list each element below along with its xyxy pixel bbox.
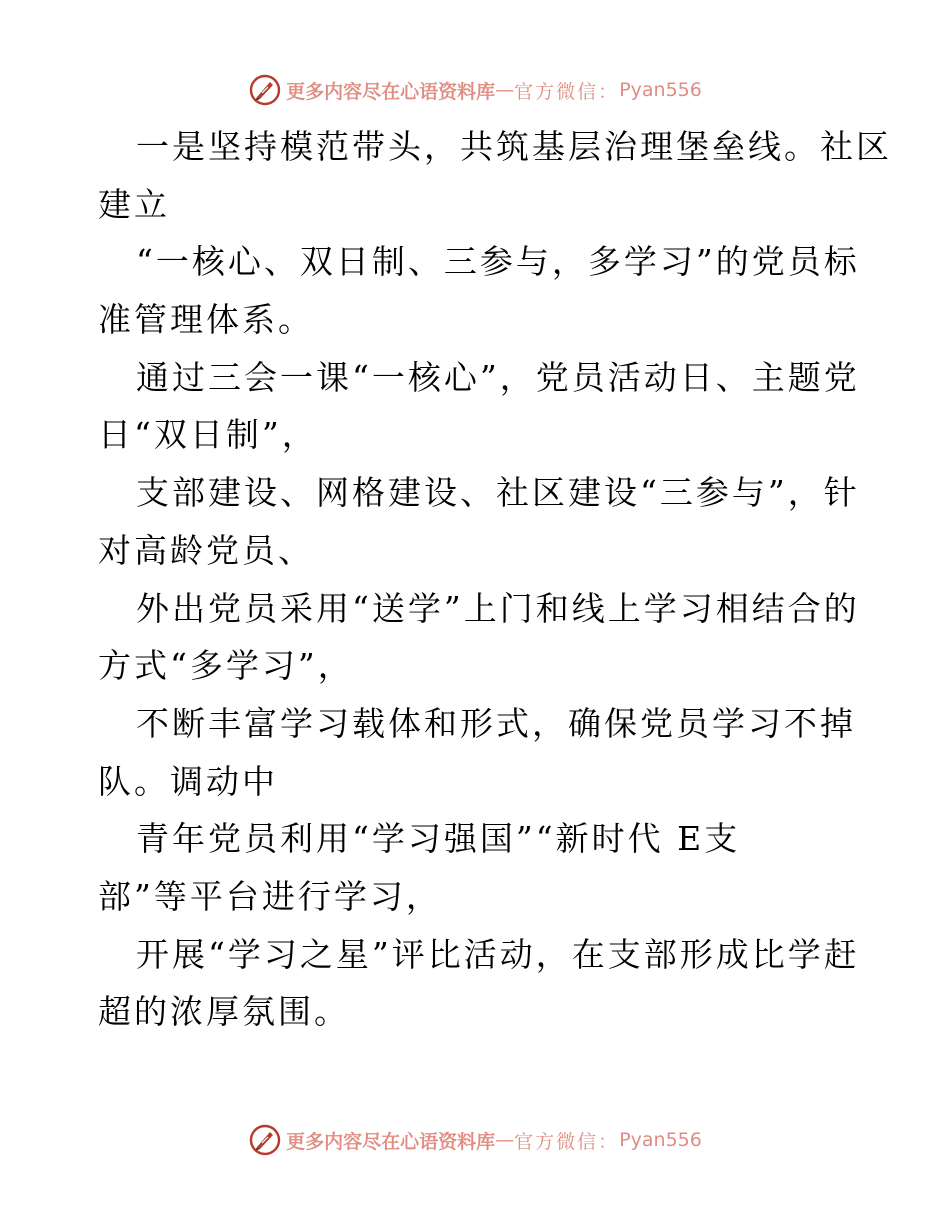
paragraph-line: 日“双日制”， (98, 415, 318, 455)
paragraph-line: 一是坚持模范带头，共筑基层治理堡垒线。社区 (136, 127, 892, 166)
header-watermark (0, 70, 950, 110)
paragraph-line: 准管理体系。 (98, 300, 314, 340)
paragraph-line: 建立 (98, 184, 170, 224)
watermark-contact-id: Pyan556 (619, 1129, 702, 1151)
watermark-separator: — (495, 79, 515, 101)
watermark-contact-label: 官方微信： (514, 80, 620, 103)
paragraph-line: 支部建设、网格建设、社区建设“三参与”，针 (136, 473, 860, 513)
quill-pen-icon (248, 73, 282, 107)
watermark-separator: — (495, 1129, 515, 1151)
paragraph-line: 青年党员利用“学习强国”“新时代 E支 (136, 819, 741, 859)
watermark-brand: 更多内容尽在心语资料库 (286, 80, 496, 103)
paragraph-line: “一核心、双日制、三参与，多学习”的党员标 (136, 242, 860, 282)
paragraph-line: 通过三会一课“一核心”，党员活动日、主题党 (136, 357, 860, 397)
paragraph-line: 对高龄党员、 (98, 530, 314, 570)
paragraph-line: 部”等平台进行学习， (98, 876, 442, 916)
paragraph-line: 开展“学习之星”评比活动，在支部形成比学赶 (136, 934, 860, 974)
document-body (98, 118, 892, 1041)
paragraph-line: 队。调动中 (98, 761, 278, 801)
quill-pen-icon (248, 1123, 282, 1157)
watermark-contact-id: Pyan556 (619, 79, 702, 101)
watermark-brand: 更多内容尽在心语资料库 (286, 1130, 496, 1153)
watermark-contact-label: 官方微信： (514, 1130, 620, 1153)
paragraph-line: 外出党员采用“送学”上门和线上学习相结合的 (136, 588, 860, 628)
paragraph-line: 方式“多学习”， (98, 646, 354, 686)
footer-watermark (0, 1120, 950, 1160)
paragraph-line: 超的浓厚氛围。 (98, 992, 350, 1032)
paragraph-line: 不断丰富学习载体和形式，确保党员学习不掉 (136, 703, 856, 743)
